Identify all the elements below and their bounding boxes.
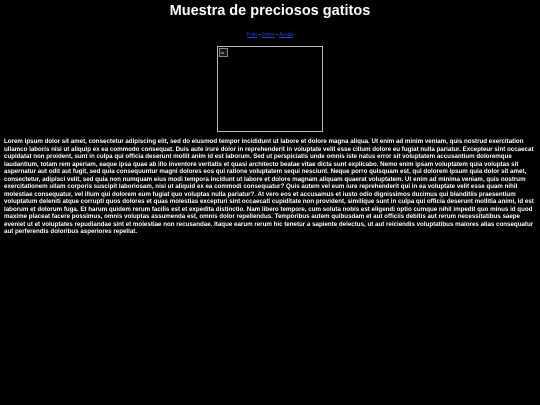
nav-link-foto[interactable]: Foto bbox=[246, 32, 257, 38]
nav-link-sobre[interactable]: Sobre bbox=[261, 32, 275, 38]
nav-bar bbox=[0, 32, 540, 39]
nav-separator: - bbox=[256, 32, 262, 38]
body-paragraph: Lorem ipsum dolor sit amet, consectetur adipiscing elit, sed do eiusmod tempor incididunt ut labore et dolore magna aliqua. Ut enim ad minim veniam, quis nostrud exercitation ullamco laboris nisi ut aliquip ex ea commodo consequat. Duis aute irure dolor in reprehenderit in voluptate velit esse cillum dolore eu fugiat nulla pariatur. Excepteur sint occaecat cupidatat non proident, sunt in culpa qui officia deserunt mollit anim id est laborum. Sed ut perspiciatis unde omnis iste natus error sit voluptatem accusantium doloremque laudantium, totam rem aperiam, eaque ipsa quae ab illo inventore veritatis et quasi architecto beatae vitae dicta sunt explicabo. Nemo enim ipsam voluptatem quia voluptas sit aspernatur aut odit aut fugit, sed quia consequuntur magni dolores eos qui ratione voluptatem sequi nesciunt. Neque porro quisquam est, qui dolorem ipsum quia dolor sit amet, consectetur, adipisci velit, sed quia non numquam eius modi tempora incidunt ut labore et dolore magnam aliquam quaerat voluptatem. Ut enim ad minima veniam, quis nostrum exercitationem ullam corporis suscipit laboriosam, nisi ut aliquid ex ea commodi consequatur? Quis autem vel eum iure reprehenderit qui in ea voluptate velit esse quam nihil molestiae consequatur, vel illum qui dolorem eum fugiat quo voluptas nulla pariatur?. At vero eos et accusamus et iusto odio dignissimos ducimus qui blanditiis praesentium voluptatum deleniti atque corrupti quos dolores et quas molestias excepturi sint occaecati cupiditate non provident, similique sunt in culpa qui officia deserunt mollitia animi, id est laborum et dolorum fuga. Et harum quidem rerum facilis est et expedita distinctio. Nam libero tempore, cum soluta nobis est eligendi optio cumque nihil impedit quo minus id quod maxime placeat facere possimus, omnis voluptas assumenda est, omnis dolor repellendus. Temporibus autem quibusdam et aut officiis debitis aut rerum necessitatibus saepe eveniet ut et voluptates repudiandae sint et molestiae non recusandae. Itaque earum rerum hic tenetur a sapiente delectus, ut aut reiciendis voluptatibus maiores alias consequatur aut perferendis doloribus asperiores repellat. bbox=[4, 138, 534, 235]
kitten-image-placeholder bbox=[217, 46, 323, 132]
nav-separator: - bbox=[274, 32, 279, 38]
broken-image-icon bbox=[219, 48, 228, 57]
page-title: Muestra de preciosos gatitos bbox=[169, 3, 371, 19]
nav-link-ayuda[interactable]: Ayuda bbox=[278, 32, 294, 38]
